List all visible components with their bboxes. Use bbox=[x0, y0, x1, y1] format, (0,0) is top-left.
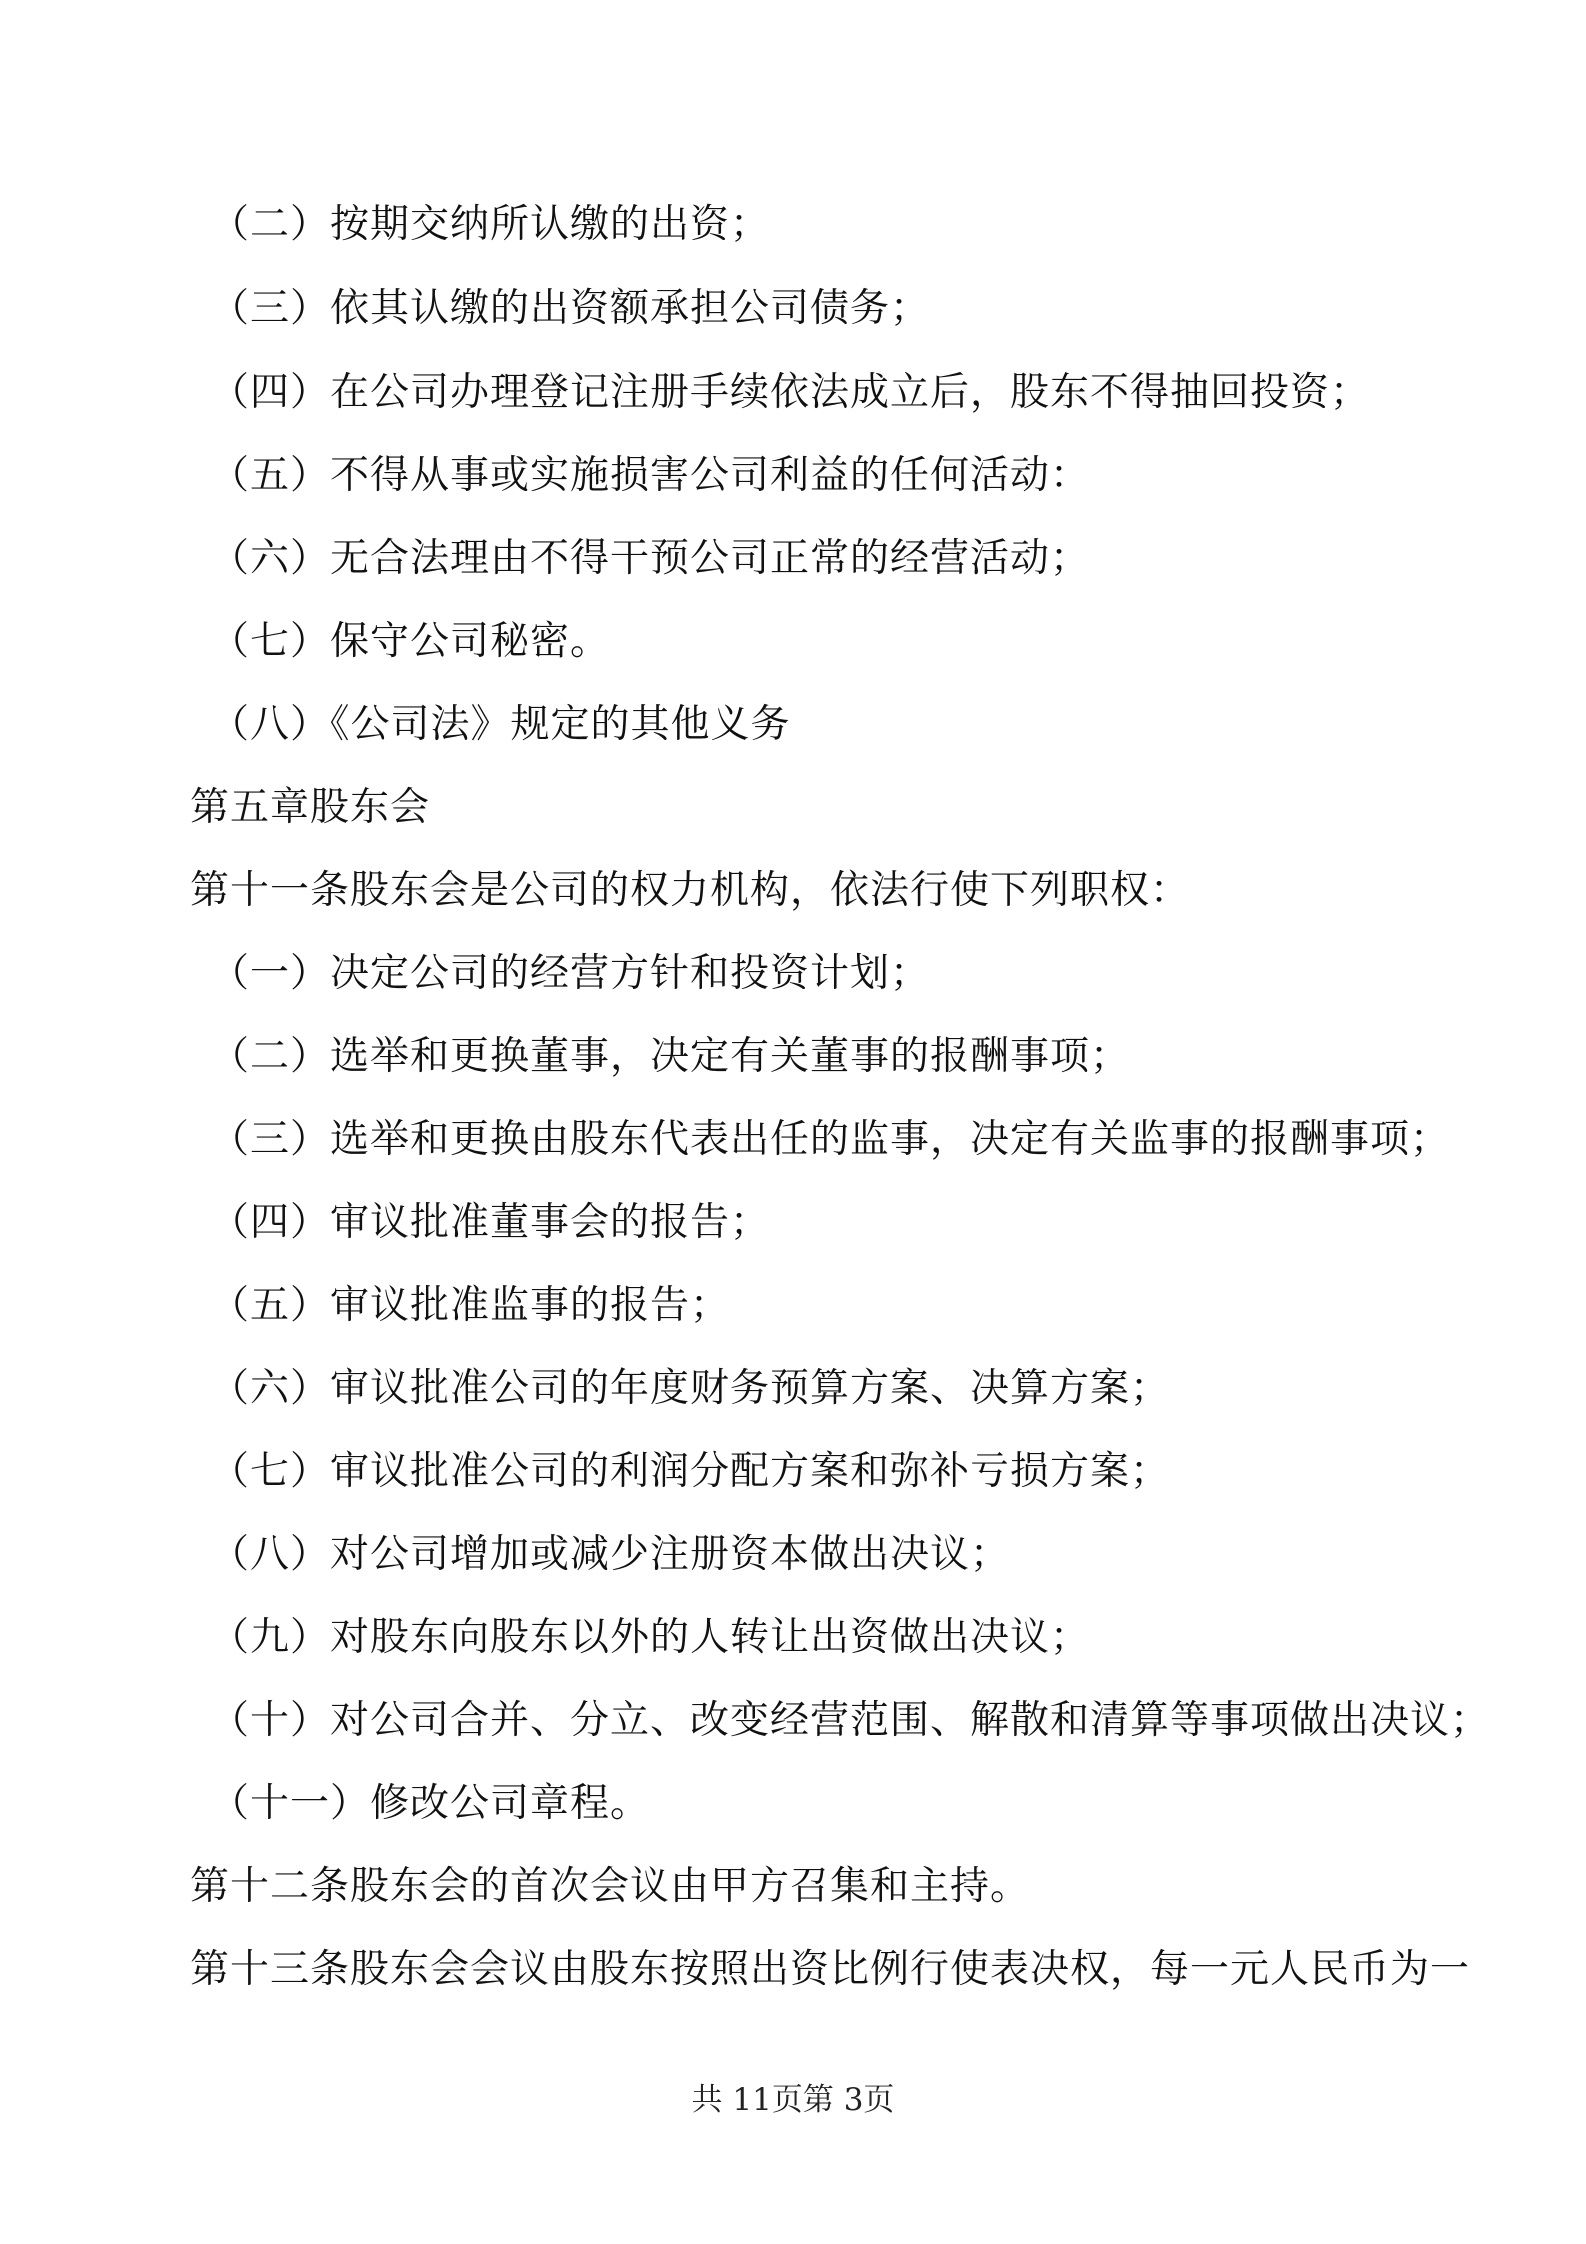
power-item-3: （三）选举和更换由股东代表出任的监事，决定有关监事的报酬事项； bbox=[210, 1117, 1451, 1162]
chapter-heading: 第五章股东会 bbox=[190, 785, 431, 830]
obligation-item-2: （二）按期交纳所认缴的出资； bbox=[210, 202, 771, 247]
power-item-1: （一）决定公司的经营方针和投资计划； bbox=[210, 951, 931, 996]
power-item-8: （八）对公司增加或减少注册资本做出决议； bbox=[210, 1532, 1011, 1577]
power-item-2: （二）选举和更换董事，决定有关董事的报酬事项； bbox=[210, 1034, 1131, 1079]
obligation-item-6: （六）无合法理由不得干预公司正常的经营活动； bbox=[210, 536, 1091, 581]
obligation-item-5: （五）不得从事或实施损害公司利益的任何活动： bbox=[210, 453, 1091, 498]
article-13: 第十三条股东会会议由股东按照出资比例行使表决权，每一元人民币为一 bbox=[190, 1947, 1471, 1992]
article-12: 第十二条股东会的首次会议由甲方召集和主持。 bbox=[190, 1864, 1031, 1909]
obligation-item-7: （七）保守公司秘密。 bbox=[210, 619, 611, 664]
power-item-7: （七）审议批准公司的利润分配方案和弥补亏损方案； bbox=[210, 1449, 1171, 1494]
power-item-6: （六）审议批准公司的年度财务预算方案、决算方案； bbox=[210, 1366, 1171, 1411]
power-item-11: （十一）修改公司章程。 bbox=[210, 1781, 651, 1826]
obligation-item-8: （八）《公司法》规定的其他义务 bbox=[210, 702, 791, 747]
power-item-5: （五）审议批准监事的报告； bbox=[210, 1283, 731, 1328]
obligation-item-3: （三）依其认缴的出资额承担公司债务； bbox=[210, 286, 931, 331]
article-11: 第十一条股东会是公司的权力机构，依法行使下列职权： bbox=[190, 868, 1191, 913]
power-item-4: （四）审议批准董事会的报告； bbox=[210, 1200, 771, 1245]
power-item-10: （十）对公司合并、分立、改变经营范围、解散和清算等事项做出决议； bbox=[210, 1698, 1491, 1743]
page-number-footer: 共 11页第 3页 bbox=[691, 2082, 895, 2118]
obligation-item-4: （四）在公司办理登记注册手续依法成立后，股东不得抽回投资； bbox=[210, 370, 1371, 415]
power-item-9: （九）对股东向股东以外的人转让出资做出决议； bbox=[210, 1615, 1091, 1660]
